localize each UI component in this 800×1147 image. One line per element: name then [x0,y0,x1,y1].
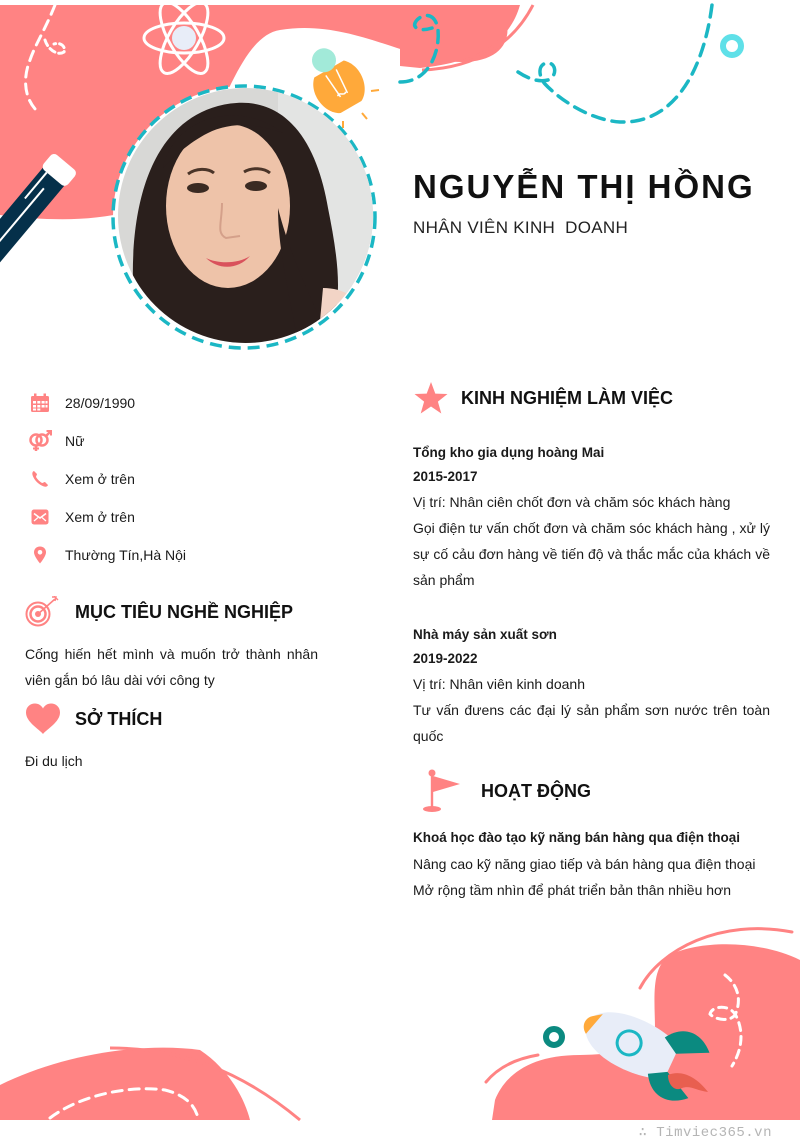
contact-row-email [28,498,328,536]
description-line: sự cố cảu đơn hàng về tiến độ và thắc mắc của khách về [413,546,770,562]
hobby-item: Đi du lịch [25,753,83,769]
activities-header [422,768,591,814]
flag-icon [422,768,462,814]
hobbies-header [24,703,162,735]
email-icon [28,505,52,529]
position-text: Vị trí: Nhân ciên chốt đơn và chăm sóc khách hàng [413,494,731,510]
hobbies-heading: SỞ THÍCH [75,708,163,729]
hobbies-text [25,748,318,774]
description-line: Gọi điện tư vấn chốt đơn và chăm sóc khách hàng , xử lý [413,520,770,536]
description-line: Tư vấn đưens các đại lý sản phẩm sơn nước trên toàn [413,702,770,718]
experience-item [413,441,770,593]
gender-text: Nữ [65,433,85,449]
activities-heading: HOẠT ĐỘNG [481,780,591,801]
candidate-name: NGUYỄN THỊ HỒNG [413,168,755,205]
birthdate-text: 28/09/1990 [65,395,136,411]
company-name: Tổng kho gia dụng hoàng Mai [413,445,605,460]
objective-text [25,641,318,693]
phone-icon [28,467,52,491]
activities-content [413,825,770,903]
gender-icon [28,429,52,453]
address-text: Thường Tín,Hà Nội [65,547,187,563]
calendar-icon [28,391,52,415]
watermark: ∴ Timviec365.vn [638,1125,772,1141]
contact-row-address [28,536,328,574]
objective-header [24,596,293,628]
experience-header [413,380,673,416]
work-period: 2019-2022 [413,651,478,666]
activity-line: Mở rộng tầm nhìn để phát triển bản thân nhiều hơn [413,882,732,898]
company-name: Nhà máy sản xuất sơn [413,627,557,642]
phone-text: Xem ở trên [65,471,135,487]
profile-photo [118,88,373,343]
target-icon [24,596,60,628]
activity-line: Nâng cao kỹ năng giao tiếp và bán hàng qua điện thoại [413,856,756,872]
contact-info [28,384,328,574]
candidate-job-title: NHÂN VIÊN KINH DOANH [413,218,629,237]
activity-title: Khoá học đào tạo kỹ năng bán hàng qua điện thoại [413,830,741,845]
position-text: Vị trí: Nhân viên kinh doanh [413,676,585,692]
experience-item [413,623,770,749]
star-icon [413,380,449,416]
email-text: Xem ở trên [65,509,135,525]
objective-heading: MỤC TIÊU NGHỀ NGHIỆP [75,601,294,622]
objective-line: Cống hiến hết mình và muốn trở thành nhân [25,646,318,662]
heart-icon [24,703,62,735]
contact-row-gender [28,422,328,460]
description-line: sản phẩm [413,572,475,588]
contact-row-phone [28,460,328,498]
experience-heading: KINH NGHIỆM LÀM VIỆC [461,387,674,408]
contact-row-birthdate [28,384,328,422]
location-pin-icon [28,543,52,567]
objective-line: viên gắn bó lâu dài với công ty [25,672,215,688]
work-period: 2015-2017 [413,469,478,484]
description-line: quốc [413,728,444,744]
